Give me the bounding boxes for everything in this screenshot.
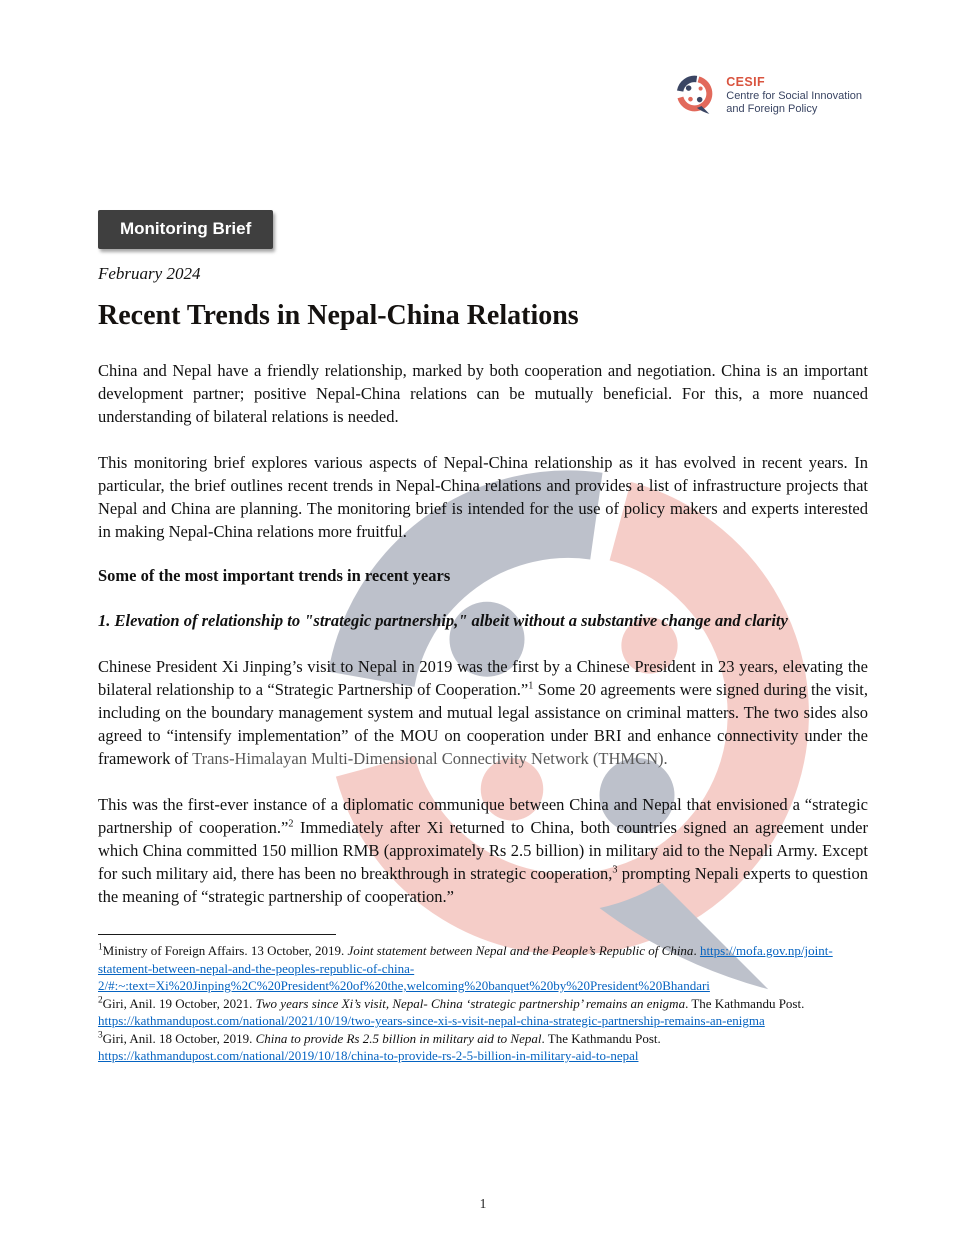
cesif-tagline-line2: and Foreign Policy	[726, 102, 818, 115]
paragraph-text: Chinese President Xi Jinping’s visit to Nepal in 2019 was the first by a Chinese President in 23 years, elevating the bilateral relationship to a “Strategic Partnership of Cooperation.”	[98, 657, 868, 699]
footnote-2	[98, 995, 868, 1030]
page-number: 1	[479, 1196, 487, 1211]
footnote-link[interactable]: https://mofa.gov.np/joint-statement-between-nepal-and-the-peoples-republic-of-china-2/#:~:text=Xi%20Jinping%2C%20President%20of%20the,welcoming%20banquet%20by%20President%20Bhandari	[98, 943, 833, 993]
paragraph-text: Immediately after Xi returned to China, both countries signed an agreement under which China committed 150 million RMB (approximately Rs 2.5 billion) in military aid to the Nepali Army. Except for such military aid, there has been no breakthrough in strategic cooperation,	[98, 818, 868, 883]
trend-1-paragraph-2	[98, 793, 868, 908]
cesif-acronym: CESIF	[726, 74, 766, 89]
issue-date: February 2024	[98, 264, 201, 283]
footnote-title: Joint statement between Nepal and the People’s Republic of China	[347, 943, 694, 958]
footnote-number: 2	[98, 995, 103, 1006]
footnote-text: . The Kathmandu Post.	[685, 995, 805, 1011]
intro-paragraph: China and Nepal have a friendly relationship, marked by both cooperation and negotiation. China is an important development partner; positive Nepal-China relations can be mutually beneficial. For this, a more nuanced understanding of bilateral relations is needed.	[98, 361, 868, 426]
thmcn-muted-text: Trans-Himalayan Multi-Dimensional Connectivity Network (THMCN).	[192, 749, 668, 768]
footnote-1	[98, 942, 868, 995]
footnote-link[interactable]: https://kathmandupost.com/national/2019/10/18/china-to-provide-rs-2-5-billion-in-military-aid-to-nepal	[98, 1048, 639, 1063]
footnote-title: Two years since Xi’s visit, Nepal- China ‘strategic partnership’ remains an enigma	[255, 995, 686, 1011]
footnote-text: Giri, Anil. 19 October, 2021.	[102, 995, 256, 1011]
footnote-separator	[98, 934, 336, 935]
page-title: Recent Trends in Nepal-China Relations	[98, 300, 579, 331]
trend-1-subheading: 1. Elevation of relationship to "strategic partnership," albeit without a substantive change and clarity	[98, 611, 788, 630]
footnote-ref-3: 3	[612, 864, 618, 876]
footnote-text: Ministry of Foreign Affairs. 13 October, 2019.	[102, 943, 348, 958]
monitoring-brief-badge: Monitoring Brief	[98, 210, 273, 249]
footnote-number: 3	[98, 1030, 103, 1041]
paragraph-text: This was the first-ever instance of a diplomatic communique between China and Nepal that envisioned a “strategic partnership of cooperation.”	[98, 795, 868, 837]
trend-1-paragraph-1	[98, 655, 868, 770]
footnote-title: China to provide Rs 2.5 billion in military aid to Nepal	[255, 1030, 542, 1046]
footnote-number: 1	[98, 942, 103, 953]
cesif-logo	[673, 70, 862, 120]
overview-paragraph: This monitoring brief explores various aspects of Nepal-China relationship as it has evolved in recent years. In particular, the brief outlines recent trends in Nepal-China relations and provides a list of infrastructure projects that Nepal and China are planning. The monitoring brief is intended for the use of policy makers and experts interested in making Nepal-China relations more fruitful.	[98, 453, 868, 541]
cesif-logo-icon	[673, 70, 719, 120]
footnote-text: Giri, Anil. 18 October, 2019.	[102, 1030, 256, 1046]
footnote-ref-1: 1	[528, 680, 534, 692]
paragraph-text: Some 20 agreements were signed during the visit, including on the boundary management system and mutual legal assistance on criminal matters. The two sides also agreed to “intensify implementation” of the MOU on cooperation under BRI and enhance connectivity under the framework of	[98, 680, 868, 768]
footnote-text: . The Kathmandu Post.	[541, 1030, 661, 1046]
footnote-ref-2: 2	[288, 818, 294, 830]
trends-heading: Some of the most important trends in recent years	[98, 566, 451, 585]
footnote-3	[98, 1030, 868, 1065]
footnote-text: .	[693, 943, 700, 958]
footnotes-section	[98, 934, 868, 1065]
paragraph-text: prompting Nepali experts to question the meaning of “strategic partnership of cooperation.”	[98, 864, 869, 906]
cesif-tagline-line1: Centre for Social Innovation	[726, 89, 862, 102]
footnote-link[interactable]: https://kathmandupost.com/national/2021/10/19/two-years-since-xi-s-visit-nepal-china-strategic-partnership-remains-an-enigma	[98, 1013, 765, 1028]
